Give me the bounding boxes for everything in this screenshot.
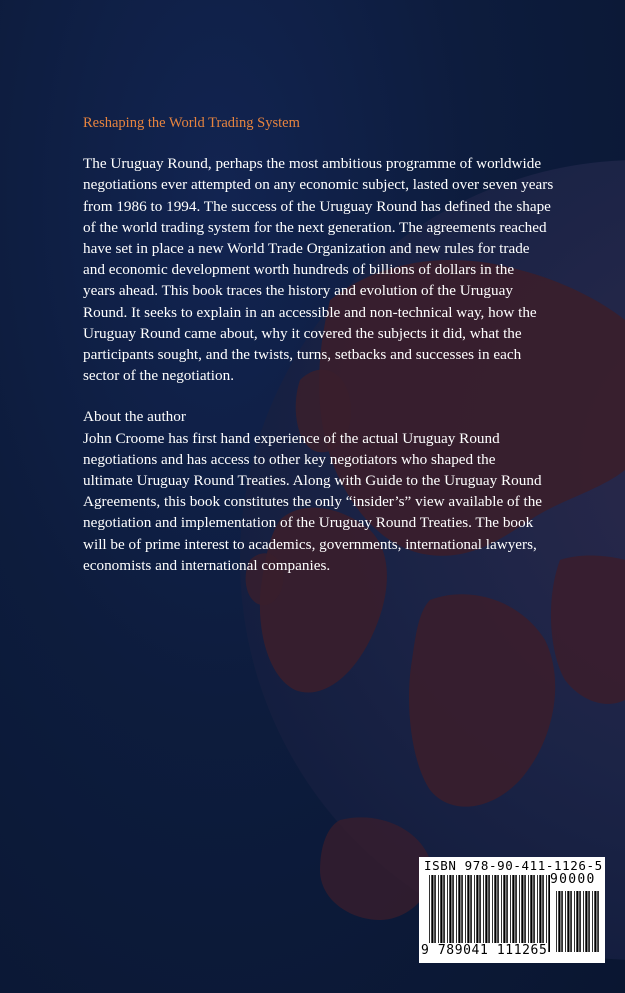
description-line: of the world trading system for the next generation. The agreements reached — [83, 218, 547, 236]
description-paragraph — [83, 153, 583, 386]
about-line: will be of prime interest to academics, governments, international lawyers, — [83, 535, 537, 553]
about-line: John Croome has first hand experience of the actual Uruguay Round — [83, 429, 500, 447]
description-line: years ahead. This book traces the history and evolution of the Uruguay — [83, 282, 513, 300]
book-title: Reshaping the World Trading System — [83, 115, 300, 131]
ean-digits: 9 789041 111265 — [421, 943, 548, 958]
about-author-paragraph — [83, 428, 583, 576]
barcode-addon-bars — [556, 891, 600, 952]
description-line: and economic development worth hundreds of billions of dollars in the — [83, 261, 515, 279]
about-line: ultimate Uruguay Round Treaties. Along with Guide to the Uruguay Round — [83, 472, 542, 490]
isbn-barcode — [419, 857, 605, 963]
description-line: Uruguay Round came about, why it covered the subjects it did, what the — [83, 324, 522, 342]
about-line: Agreements, this book constitutes the only “insider’s” view available of the — [83, 493, 543, 511]
isbn-label: ISBN 978-90-411-1126-5 — [424, 858, 603, 873]
about-line: negotiation and implementation of the Uruguay Round Treaties. The book — [83, 514, 534, 532]
description-line: sector of the negotiation. — [83, 367, 234, 385]
about-author-heading: About the author — [83, 408, 186, 426]
description-line: have set in place a new World Trade Organization and new rules for trade — [83, 240, 530, 258]
description-line: Round. It seeks to explain in an accessible and non-technical way, how the — [83, 303, 537, 321]
barcode-addon-code: 90000 — [550, 872, 596, 887]
description-line: The Uruguay Round, perhaps the most ambitious programme of worldwide — [83, 155, 542, 173]
about-line: negotiations and has access to other key negotiators who shaped the — [83, 450, 496, 468]
description-line: negotiations ever attempted on any economic subject, lasted over seven years — [83, 176, 554, 194]
description-line: from 1986 to 1994. The success of the Uruguay Round has defined the shape — [83, 197, 551, 215]
description-line: participants sought, and the twists, turns, setbacks and successes in each — [83, 346, 522, 364]
barcode-bars — [429, 875, 550, 952]
back-cover-text — [83, 113, 583, 596]
about-line: economists and international companies. — [83, 556, 331, 574]
